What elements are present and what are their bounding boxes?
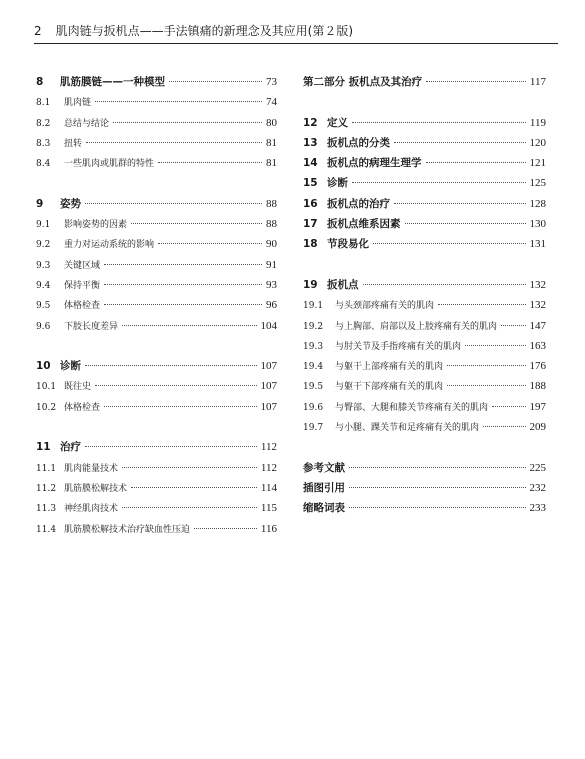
toc-dot-leader <box>194 528 257 529</box>
toc-entry-title: 节段易化 <box>327 238 369 251</box>
toc-entry-title: 扭转 <box>64 138 83 149</box>
toc-dot-leader <box>122 467 257 468</box>
toc-entry-title: 重力对运动系统的影响 <box>64 240 155 251</box>
toc-entry-page: 93 <box>266 278 277 291</box>
toc-dot-leader <box>104 304 262 305</box>
toc-entry-page: 90 <box>266 238 277 251</box>
toc-entry-page: 197 <box>529 400 546 413</box>
toc-entry-title: 保持平衡 <box>64 280 101 291</box>
toc-right-column <box>303 72 546 519</box>
toc-entry-page: 117 <box>529 76 546 88</box>
toc-dot-leader <box>394 203 526 204</box>
toc-dot-leader <box>394 142 526 143</box>
toc-entry-page: 188 <box>529 380 546 393</box>
toc-dot-leader <box>113 122 262 123</box>
header-rule <box>34 43 558 44</box>
toc-dot-leader <box>158 162 262 163</box>
toc-entry-title: 定义 <box>327 116 348 129</box>
toc-chapter-entry[interactable] <box>303 275 546 295</box>
toc-entry-number: 11.4 <box>36 524 57 535</box>
toc-entry-title: 关键区域 <box>64 260 101 271</box>
toc-entry-title: 扳机点 <box>327 278 359 291</box>
toc-entry-number: 8 <box>36 76 44 88</box>
toc-entry-number: 19.7 <box>303 423 324 434</box>
toc-dot-leader <box>483 426 525 427</box>
toc-spacer <box>36 417 277 437</box>
toc-section-entry[interactable] <box>303 417 546 437</box>
toc-dot-leader <box>349 507 526 508</box>
toc-dot-leader <box>104 406 256 407</box>
toc-entry-page: 132 <box>529 278 546 291</box>
toc-entry-title: 肌肉能量技术 <box>64 463 119 474</box>
toc-section-entry[interactable] <box>36 92 277 112</box>
toc-entry-page: 121 <box>529 157 546 170</box>
toc-entry-number: 9 <box>36 197 44 210</box>
toc-entry-number: 10.2 <box>36 402 57 413</box>
toc-dot-leader <box>501 325 525 326</box>
toc-entry-title: 治疗 <box>60 441 81 454</box>
toc-section-entry[interactable] <box>36 214 277 234</box>
header-book-title: 肌肉链与扳机点——手法镇痛的新理念及其应用(第２版) <box>55 24 354 38</box>
toc-entry-title: 诊断 <box>327 177 348 190</box>
toc-entry-page: 125 <box>529 177 546 190</box>
toc-dot-leader <box>169 81 262 82</box>
toc-chapter-entry[interactable] <box>303 173 546 193</box>
toc-entry-title: 一些肌肉或肌群的特性 <box>64 159 155 170</box>
toc-entry-title: 与小腿、踝关节和足疼痛有关的肌肉 <box>335 423 480 434</box>
toc-entry-number: 18 <box>303 238 318 251</box>
toc-entry-title: 体格检查 <box>64 402 101 413</box>
toc-entry-page: 88 <box>266 197 277 210</box>
toc-section-entry[interactable] <box>303 397 546 417</box>
toc-dot-leader <box>426 81 526 82</box>
toc-entry-title: 参考文献 <box>303 461 345 474</box>
toc-entry-number: 14 <box>303 157 318 170</box>
toc-section-entry[interactable] <box>36 376 277 396</box>
toc-entry-title: 缩略词表 <box>303 502 345 515</box>
toc-entry-number: 19.3 <box>303 341 324 352</box>
toc-entry-page: 128 <box>529 197 546 210</box>
toc-entry-number: 10 <box>36 360 51 373</box>
header-page-number: 2 <box>34 24 42 38</box>
toc-section-entry[interactable] <box>36 316 277 336</box>
toc-entry-title: 与臀部、大腿和膝关节疼痛有关的肌肉 <box>335 402 489 413</box>
toc-chapter-entry[interactable] <box>303 498 546 518</box>
toc-entry-title: 肌筋膜链——一种模型 <box>60 76 165 88</box>
toc-spacer <box>36 336 277 356</box>
toc-dot-leader <box>363 284 526 285</box>
toc-entry-number: 16 <box>303 197 318 210</box>
toc-entry-number: 19.2 <box>303 321 324 332</box>
toc-chapter-entry[interactable] <box>303 133 546 153</box>
toc-section-entry[interactable] <box>36 458 277 478</box>
toc-entry-page: 91 <box>266 258 277 271</box>
toc-entry-page: 120 <box>529 136 546 149</box>
toc-entry-page: 74 <box>266 96 277 109</box>
toc-entry-number: 11.3 <box>36 504 57 515</box>
toc-entry-number: 13 <box>303 136 318 149</box>
toc-entry-title: 扳机点的病理生理学 <box>327 157 422 170</box>
toc-dot-leader <box>158 243 262 244</box>
toc-entry-title: 诊断 <box>60 360 81 373</box>
running-header <box>34 22 558 39</box>
toc-entry-number: 11 <box>36 441 51 454</box>
toc-entry-page: 176 <box>529 360 546 373</box>
toc-entry-page: 81 <box>266 136 277 149</box>
toc-spacer <box>36 173 277 193</box>
toc-section-entry[interactable] <box>36 519 277 539</box>
toc-entry-page: 163 <box>529 339 546 352</box>
toc-chapter-entry[interactable] <box>303 478 546 498</box>
toc-entry-title: 与躯干上部疼痛有关的肌肉 <box>335 362 444 373</box>
toc-spacer <box>303 437 546 457</box>
toc-dot-leader <box>104 284 262 285</box>
toc-dot-leader <box>438 304 525 305</box>
toc-entry-title: 体格检查 <box>64 301 101 312</box>
toc-entry-number: 8.4 <box>36 159 51 170</box>
toc-dot-leader <box>352 122 526 123</box>
toc-entry-page: 107 <box>260 380 277 393</box>
toc-entry-title: 与躯干下部疼痛有关的肌肉 <box>335 382 444 393</box>
toc-section-entry[interactable] <box>303 356 546 376</box>
toc-entry-page: 104 <box>260 319 277 332</box>
toc-entry-page: 116 <box>260 522 277 535</box>
toc-entry-page: 147 <box>529 319 546 332</box>
toc-section-entry[interactable] <box>303 316 546 336</box>
toc-dot-leader <box>122 507 257 508</box>
toc-entry-number: 9.4 <box>36 280 51 291</box>
toc-entry-number: 12 <box>303 116 318 129</box>
toc-entry-number: 19.4 <box>303 362 324 373</box>
toc-dot-leader <box>426 162 526 163</box>
toc-entry-title: 肌筋膜松解技术 <box>64 483 128 494</box>
toc-chapter-entry[interactable] <box>36 72 277 92</box>
toc-entry-title: 姿势 <box>60 197 81 210</box>
toc-entry-title: 影响姿势的因素 <box>64 220 128 231</box>
toc-entry-number: 11.1 <box>36 463 57 474</box>
toc-entry-title: 与头颈部疼痛有关的肌肉 <box>335 301 435 312</box>
toc-dot-leader <box>86 142 262 143</box>
toc-section-entry[interactable] <box>303 336 546 356</box>
toc-entry-number: 9.5 <box>36 301 51 312</box>
toc-chapter-entry[interactable] <box>303 458 546 478</box>
toc-section-entry[interactable] <box>36 234 277 254</box>
toc-dot-leader <box>373 243 526 244</box>
toc-section-entry[interactable] <box>36 397 277 417</box>
toc-dot-leader <box>352 182 526 183</box>
toc-dot-leader <box>492 406 525 407</box>
toc-dot-leader <box>85 446 257 447</box>
toc-chapter-entry[interactable] <box>303 113 546 133</box>
toc-entry-number: 9.6 <box>36 321 51 332</box>
toc-section-entry[interactable] <box>303 376 546 396</box>
toc-entry-page: 132 <box>529 299 546 312</box>
toc-entry-title: 扳机点的分类 <box>327 136 390 149</box>
toc-dot-leader <box>349 467 526 468</box>
toc-section-entry[interactable] <box>36 133 277 153</box>
toc-chapter-entry[interactable] <box>303 234 546 254</box>
toc-entry-page: 233 <box>529 502 546 515</box>
toc-entry-number: 8.1 <box>36 98 51 109</box>
toc-dot-leader <box>465 345 525 346</box>
toc-spacer <box>303 255 546 275</box>
toc-spacer <box>303 92 546 112</box>
toc-entry-page: 96 <box>266 299 277 312</box>
toc-entry-page: 130 <box>529 218 546 231</box>
toc-section-entry[interactable] <box>36 295 277 315</box>
toc-dot-leader <box>447 385 525 386</box>
toc-entry-page: 80 <box>266 116 277 129</box>
toc-entry-title: 肌筋膜松解技术治疗缺血性压迫 <box>64 524 191 535</box>
toc-dot-leader <box>447 365 525 366</box>
toc-dot-leader <box>95 385 256 386</box>
toc-entry-page: 112 <box>260 441 277 454</box>
toc-entry-page: 209 <box>529 421 546 434</box>
toc-section-entry[interactable] <box>303 295 546 315</box>
toc-entry-number: 9.2 <box>36 240 51 251</box>
toc-entry-number: 17 <box>303 218 318 231</box>
toc-entry-page: 107 <box>260 400 277 413</box>
toc-entry-page: 232 <box>529 481 546 494</box>
toc-entry-title: 肌肉链 <box>64 98 92 109</box>
toc-entry-number: 19.6 <box>303 402 324 413</box>
toc-entry-number: 19 <box>303 278 318 291</box>
toc-dot-leader <box>131 223 262 224</box>
toc-chapter-entry[interactable] <box>303 153 546 173</box>
toc-entry-page: 81 <box>266 157 277 170</box>
toc-entry-page: 131 <box>529 238 546 251</box>
toc-entry-page: 73 <box>266 76 277 88</box>
toc-entry-number: 19.1 <box>303 301 324 312</box>
toc-entry-number: 11.2 <box>36 483 57 494</box>
toc-entry-page: 119 <box>529 116 546 129</box>
toc-section-entry[interactable] <box>36 153 277 173</box>
toc-entry-number: 9.3 <box>36 260 51 271</box>
toc-chapter-entry[interactable] <box>36 194 277 214</box>
toc-entry-title: 与肘关节及手指疼痛有关的肌肉 <box>335 341 462 352</box>
toc-entry-page: 115 <box>260 502 277 515</box>
toc-dot-leader <box>85 203 262 204</box>
toc-entry-title: 插图引用 <box>303 481 345 494</box>
toc-chapter-entry[interactable] <box>303 194 546 214</box>
toc-dot-leader <box>104 264 262 265</box>
toc-entry-page: 107 <box>260 360 277 373</box>
toc-dot-leader <box>131 487 257 488</box>
toc-entry-page: 88 <box>266 218 277 231</box>
toc-entry-title: 与上胸部、肩部以及上肢疼痛有关的肌肉 <box>335 321 498 332</box>
toc-chapter-entry[interactable] <box>303 214 546 234</box>
toc-dot-leader <box>85 365 257 366</box>
toc-section-entry[interactable] <box>36 498 277 518</box>
toc-entry-number: 15 <box>303 177 318 190</box>
toc-left-column <box>36 72 277 539</box>
toc-entry-title: 下肢长度差异 <box>64 321 119 332</box>
toc-entry-page: 114 <box>260 481 277 494</box>
toc-entry-number: 8.3 <box>36 138 51 149</box>
toc-entry-number: 19.5 <box>303 382 324 393</box>
toc-entry-page: 112 <box>260 461 277 474</box>
toc-entry-title: 总结与结论 <box>64 118 110 129</box>
toc-section-entry[interactable] <box>36 113 277 133</box>
toc-entry-title: 神经肌肉技术 <box>64 504 119 515</box>
toc-entry-number: 9.1 <box>36 220 51 231</box>
toc-entry-title: 第二部分 扳机点及其治疗 <box>303 76 423 88</box>
toc-chapter-entry[interactable] <box>36 356 277 376</box>
toc-dot-leader <box>405 223 526 224</box>
toc-entry-title: 扳机点维系因素 <box>327 218 401 231</box>
toc-section-entry[interactable] <box>36 275 277 295</box>
toc-chapter-entry[interactable] <box>303 72 546 92</box>
toc-entry-number: 10.1 <box>36 382 57 393</box>
toc-entry-title: 扳机点的治疗 <box>327 197 390 210</box>
toc-dot-leader <box>122 325 256 326</box>
toc-dot-leader <box>349 487 526 488</box>
toc-dot-leader <box>95 101 262 102</box>
toc-entry-number: 8.2 <box>36 118 51 129</box>
toc-chapter-entry[interactable] <box>36 437 277 457</box>
toc-entry-page: 225 <box>529 461 546 474</box>
toc-section-entry[interactable] <box>36 478 277 498</box>
toc-section-entry[interactable] <box>36 255 277 275</box>
toc-entry-title: 既往史 <box>64 382 92 393</box>
